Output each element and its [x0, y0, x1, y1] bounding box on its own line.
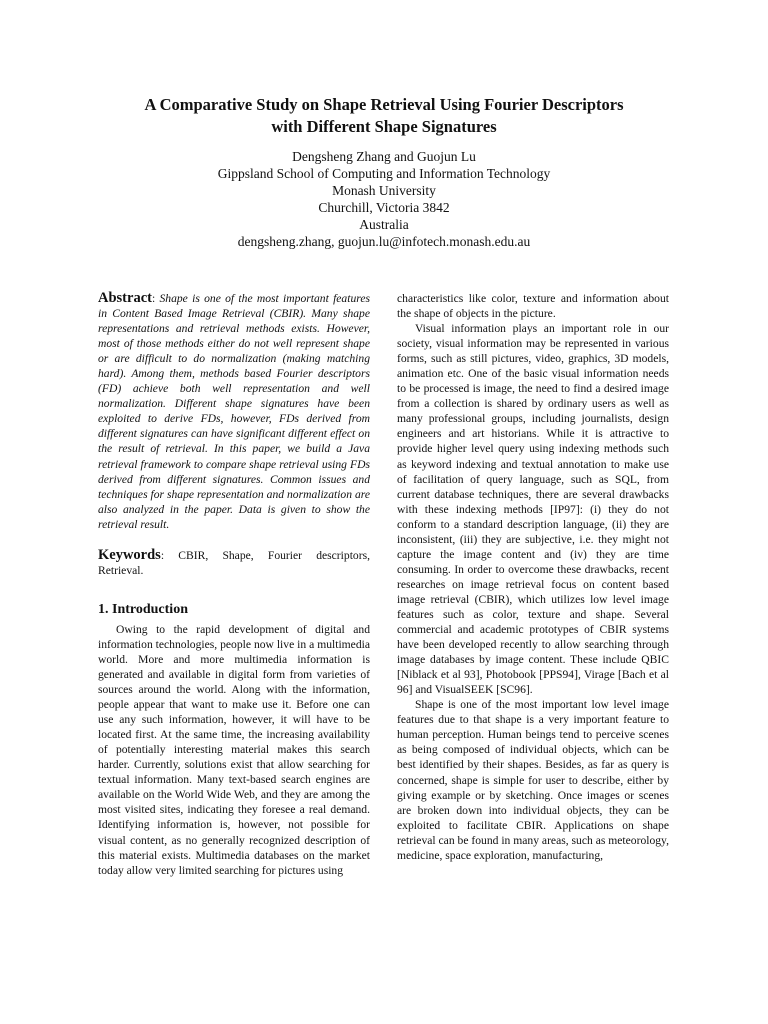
intro-paragraph-2: Visual information plays an important role in our society, visual information may be represented in various forms, such as still pictures, video, graphics, 3D models, animation etc. One of the basic visual information needs to be processed is image, the need to find a desired image from a collection is shared by ordinary users as well as many professional groups, including journalists, design engineers and art historians. While it is attractive to provide higher level query using indexing methods such as keyword indexing and textual annotation to make use of facilitation of query language, such as SQL, from current database techniques, there are several drawbacks with these indexing methods [IP97]: (i) they do not conform to a standard description language, (ii) they are inconsistent, (iii) they are subjective, i.e. they might not capture the image content and (iv) they are time consuming. In order to overcome these drawbacks, recent researches on image retrieval focus on content based image retrieval (CBIR), which utilizes low level image features such as color, texture and shape. Several commercial and academic prototypes of CBIR systems have been developed recently to allow searching through image databases by image content. These include QBIC [Niblack et al 93], Photobook [PPS94], Virage [Bach et al 96] and VisualSEEK [SC96].	[397, 322, 669, 697]
abstract-label: Abstract	[98, 290, 152, 306]
abstract-colon: :	[151, 292, 156, 305]
intro-paragraph-3: Shape is one of the most important low level image features due to that shape is a very important feature to human perception. Human beings tend to perceive scenes as being composed of individual objects, which can be best identified by their shapes. Besides, as far as query is concerned, shape is simple for user to describe, either by giving example or by sketching. Once images or scenes are broken down into individual objects, they can be exploited to facilitate CBIR. Applications on shape retrieval can be found in many areas, such as meteorology, medicine, space exploration, manufacturing,	[397, 698, 669, 862]
section-heading-introduction: 1. Introduction	[98, 601, 188, 617]
left-column	[98, 291, 370, 878]
author-block	[100, 148, 668, 250]
author-school: Gippsland School of Computing and Information Technology	[217, 166, 551, 181]
keywords-text: CBIR, Shape, Fourier descriptors, Retrieval.	[98, 548, 370, 577]
intro-paragraph-1-continued: characteristics like color, texture and information about the shape of objects in the picture.	[397, 292, 669, 321]
keywords-colon: :	[160, 548, 165, 562]
abstract-text: Shape is one of the most important features in Content Based Image Retrieval (CBIR). Many shape representations and retrieval methods exists. However, most of those methods either do not well represent shape or are difficult to do normalization (making matching hard). Among them, methods based Fourier descriptors (FD) achieve both well representation and well normalization. Different shape signatures have been exploited to derive FDs, however, FDs derived from different signatures can have significant different effect on the result of retrieval. In this paper, we build a Java retrieval framework to compare shape retrieval using FDs derived from different signatures. Common issues and techniques for shape representation and normalization are also analyzed in the paper. Data is given to show the retrieval result.	[98, 292, 370, 531]
paper-title	[60, 94, 708, 138]
title-line-1: A Comparative Study on Shape Retrieval Using Fourier Descriptors	[144, 95, 624, 114]
author-email: dengsheng.zhang, guojun.lu@infotech.monash.edu.au	[237, 234, 531, 249]
intro-paragraph-1: Owing to the rapid development of digital and information technologies, people now live in a multimedia world. More and more multimedia information is generated and available in digital form from varieties of sources around the world. Along with the information, people appear that want to make use it. Before one can use any such information, however, it will have to be located first. At the same time, the increasing availability of potentially interesting material makes this search harder. Currently, solutions exist that allow searching for textual information. Many text-based search engines are available on the World Wide Web, and they are among the most visited sites, indicating they foresee a real demand. Identifying information is, however, not possible for visual content, as no generally recognized description of this material exists. Multimedia databases on the market today allow very limited searching for pictures using	[98, 622, 370, 877]
right-column	[397, 291, 669, 863]
author-names: Dengsheng Zhang and Guojun Lu	[292, 149, 476, 164]
title-line-2: with Different Shape Signatures	[271, 117, 497, 136]
abstract	[98, 291, 370, 532]
author-city: Churchill, Victoria 3842	[318, 200, 450, 215]
author-university: Monash University	[332, 183, 436, 198]
keywords-label: Keywords	[98, 546, 161, 563]
author-country: Australia	[359, 217, 409, 232]
keywords	[98, 548, 370, 578]
